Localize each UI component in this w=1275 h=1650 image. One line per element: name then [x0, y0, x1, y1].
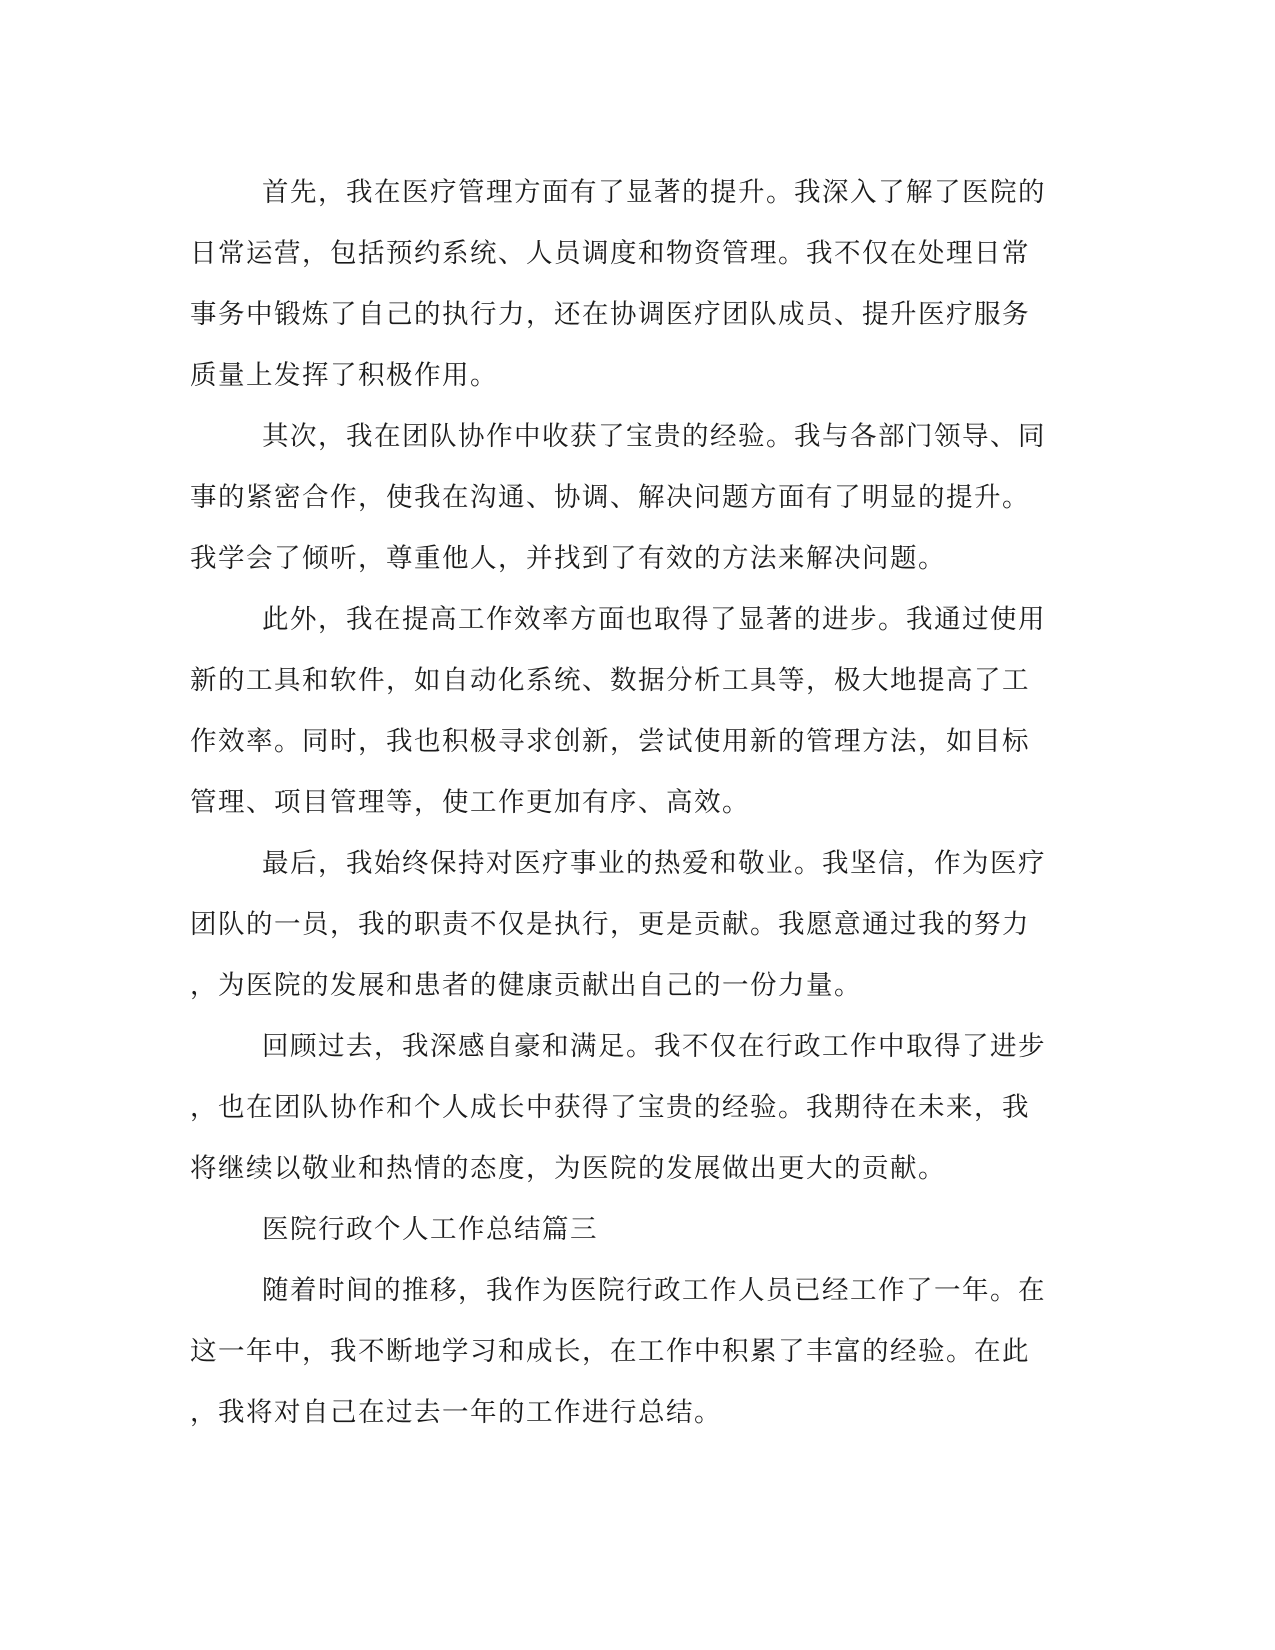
- text-line: 此外，我在提高工作效率方面也取得了显著的进步。我通过使用: [262, 604, 1046, 635]
- text-line: ，也在团队协作和个人成长中获得了宝贵的经验。我期待在未来，我: [190, 1092, 1030, 1123]
- section-title: 医院行政个人工作总结篇三: [262, 1214, 598, 1245]
- text-line: 我学会了倾听，尊重他人，并找到了有效的方法来解决问题。: [190, 543, 946, 574]
- text-line: 这一年中，我不断地学习和成长，在工作中积累了丰富的经验。在此: [190, 1336, 1030, 1367]
- section-heading: [190, 1199, 1090, 1260]
- text-line: 将继续以敬业和热情的态度，为医院的发展做出更大的贡献。: [190, 1153, 946, 1184]
- paragraph-work-efficiency: [190, 589, 1090, 833]
- text-line: ，为医院的发展和患者的健康贡献出自己的一份力量。: [190, 970, 862, 1001]
- text-line: 作效率。同时，我也积极寻求创新，尝试使用新的管理方法，如目标: [190, 726, 1030, 757]
- text-line: ，我将对自己在过去一年的工作进行总结。: [190, 1397, 722, 1428]
- paragraph-team-collaboration: [190, 406, 1090, 589]
- document-body: [190, 162, 1090, 1443]
- paragraph-review: [190, 1016, 1090, 1199]
- text-line: 其次，我在团队协作中收获了宝贵的经验。我与各部门领导、同: [262, 421, 1046, 452]
- text-line: 团队的一员，我的职责不仅是执行，更是贡献。我愿意通过我的努力: [190, 909, 1030, 940]
- text-line: 管理、项目管理等，使工作更加有序、高效。: [190, 787, 750, 818]
- text-line: 最后，我始终保持对医疗事业的热爱和敬业。我坚信，作为医疗: [262, 848, 1046, 879]
- text-line: 新的工具和软件，如自动化系统、数据分析工具等，极大地提高了工: [190, 665, 1030, 696]
- text-line: 随着时间的推移，我作为医院行政工作人员已经工作了一年。在: [262, 1275, 1046, 1306]
- text-line: 事的紧密合作，使我在沟通、协调、解决问题方面有了明显的提升。: [190, 482, 1030, 513]
- text-line: 回顾过去，我深感自豪和满足。我不仅在行政工作中取得了进步: [262, 1031, 1046, 1062]
- text-line: 日常运营，包括预约系统、人员调度和物资管理。我不仅在处理日常: [190, 238, 1030, 269]
- paragraph-medical-management: [190, 162, 1090, 406]
- text-line: 首先，我在医疗管理方面有了显著的提升。我深入了解了医院的: [262, 177, 1046, 208]
- paragraph-dedication: [190, 833, 1090, 1016]
- text-line: 事务中锻炼了自己的执行力，还在协调医疗团队成员、提升医疗服务: [190, 299, 1030, 330]
- paragraph-one-year: [190, 1260, 1090, 1443]
- text-line: 质量上发挥了积极作用。: [190, 360, 498, 391]
